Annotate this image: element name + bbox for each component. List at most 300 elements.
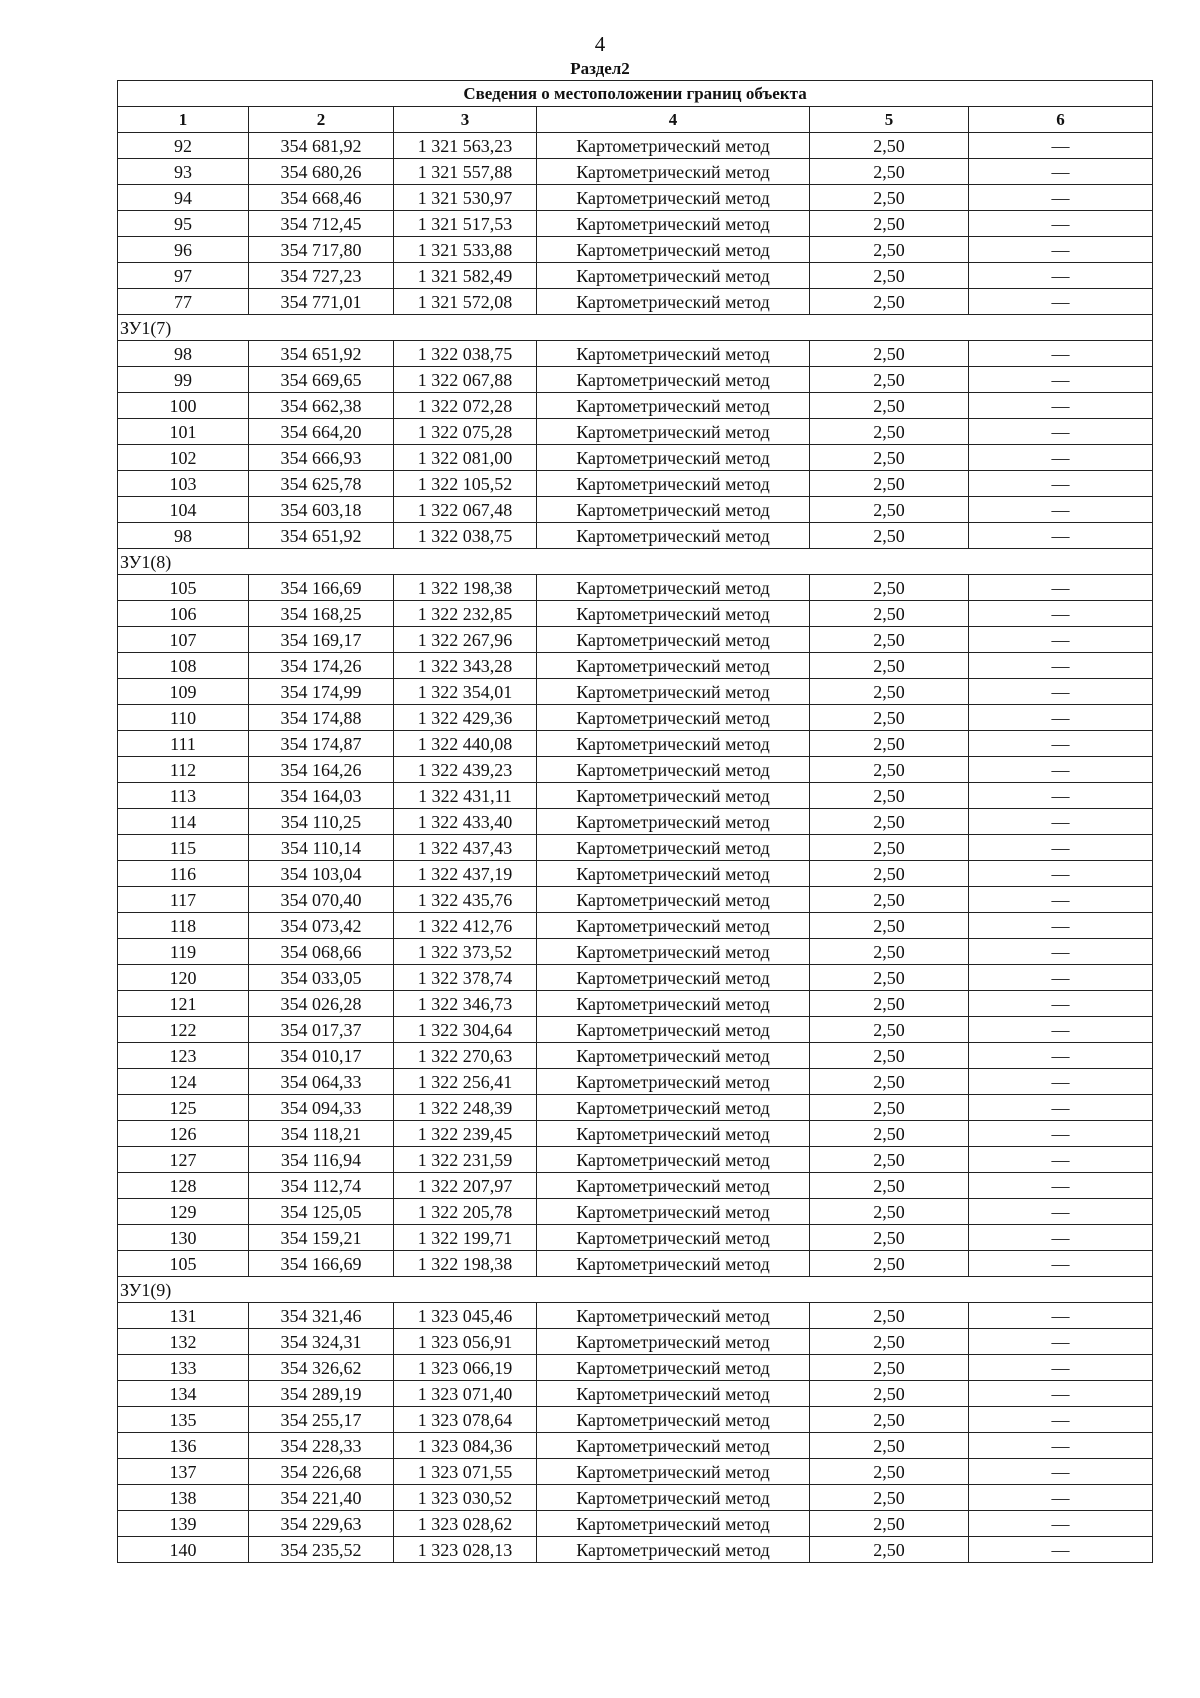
table-row: [118, 965, 1153, 991]
point-number-cell: 105: [118, 1251, 249, 1277]
y-coordinate-cell: 1 323 056,91: [394, 1329, 537, 1355]
x-coordinate-cell: 354 174,88: [249, 705, 394, 731]
method-cell: Картометрический метод: [537, 575, 810, 601]
method-cell: Картометрический метод: [537, 1407, 810, 1433]
y-coordinate-cell: 1 323 078,64: [394, 1407, 537, 1433]
method-cell: Картометрический метод: [537, 1147, 810, 1173]
point-number-cell: 120: [118, 965, 249, 991]
description-cell: —: [969, 1485, 1153, 1511]
method-cell: Картометрический метод: [537, 211, 810, 237]
method-cell: Картометрический метод: [537, 263, 810, 289]
method-cell: Картометрический метод: [537, 237, 810, 263]
x-coordinate-cell: 354 226,68: [249, 1459, 394, 1485]
accuracy-cell: 2,50: [810, 887, 969, 913]
method-cell: Картометрический метод: [537, 991, 810, 1017]
y-coordinate-cell: 1 323 028,13: [394, 1537, 537, 1563]
table-row: [118, 1173, 1153, 1199]
table-row: [118, 757, 1153, 783]
y-coordinate-cell: 1 322 412,76: [394, 913, 537, 939]
description-cell: —: [969, 965, 1153, 991]
accuracy-cell: 2,50: [810, 263, 969, 289]
point-number-cell: 102: [118, 445, 249, 471]
column-header: 4: [537, 107, 810, 133]
point-number-cell: 107: [118, 627, 249, 653]
description-cell: —: [969, 445, 1153, 471]
method-cell: Картометрический метод: [537, 1199, 810, 1225]
accuracy-cell: 2,50: [810, 705, 969, 731]
accuracy-cell: 2,50: [810, 471, 969, 497]
accuracy-cell: 2,50: [810, 965, 969, 991]
table-caption-row: [118, 81, 1153, 107]
x-coordinate-cell: 354 603,18: [249, 497, 394, 523]
table-row: [118, 1485, 1153, 1511]
method-cell: Картометрический метод: [537, 419, 810, 445]
method-cell: Картометрический метод: [537, 1121, 810, 1147]
point-number-cell: 111: [118, 731, 249, 757]
description-cell: —: [969, 237, 1153, 263]
method-cell: Картометрический метод: [537, 289, 810, 315]
method-cell: Картометрический метод: [537, 653, 810, 679]
x-coordinate-cell: 354 255,17: [249, 1407, 394, 1433]
description-cell: —: [969, 575, 1153, 601]
method-cell: Картометрический метод: [537, 1329, 810, 1355]
point-number-cell: 100: [118, 393, 249, 419]
x-coordinate-cell: 354 164,03: [249, 783, 394, 809]
table-row: [118, 1355, 1153, 1381]
y-coordinate-cell: 1 322 256,41: [394, 1069, 537, 1095]
point-number-cell: 133: [118, 1355, 249, 1381]
method-cell: Картометрический метод: [537, 341, 810, 367]
table-row: [118, 887, 1153, 913]
accuracy-cell: 2,50: [810, 159, 969, 185]
accuracy-cell: 2,50: [810, 835, 969, 861]
accuracy-cell: 2,50: [810, 1173, 969, 1199]
accuracy-cell: 2,50: [810, 575, 969, 601]
accuracy-cell: 2,50: [810, 445, 969, 471]
table-row: [118, 1511, 1153, 1537]
accuracy-cell: 2,50: [810, 133, 969, 159]
table-row: [118, 1251, 1153, 1277]
point-number-cell: 132: [118, 1329, 249, 1355]
y-coordinate-cell: 1 323 045,46: [394, 1303, 537, 1329]
description-cell: —: [969, 731, 1153, 757]
x-coordinate-cell: 354 064,33: [249, 1069, 394, 1095]
description-cell: —: [969, 1069, 1153, 1095]
point-number-cell: 98: [118, 341, 249, 367]
point-number-cell: 124: [118, 1069, 249, 1095]
description-cell: —: [969, 861, 1153, 887]
accuracy-cell: 2,50: [810, 523, 969, 549]
y-coordinate-cell: 1 322 439,23: [394, 757, 537, 783]
method-cell: Картометрический метод: [537, 1511, 810, 1537]
x-coordinate-cell: 354 070,40: [249, 887, 394, 913]
point-number-cell: 125: [118, 1095, 249, 1121]
x-coordinate-cell: 354 326,62: [249, 1355, 394, 1381]
description-cell: —: [969, 341, 1153, 367]
accuracy-cell: 2,50: [810, 757, 969, 783]
description-cell: —: [969, 1407, 1153, 1433]
description-cell: —: [969, 939, 1153, 965]
x-coordinate-cell: 354 164,26: [249, 757, 394, 783]
accuracy-cell: 2,50: [810, 627, 969, 653]
point-number-cell: 129: [118, 1199, 249, 1225]
method-cell: Картометрический метод: [537, 1043, 810, 1069]
table-caption: Сведения о местоположении границ объекта: [118, 81, 1153, 107]
method-cell: Картометрический метод: [537, 601, 810, 627]
y-coordinate-cell: 1 322 435,76: [394, 887, 537, 913]
table-row: [118, 1329, 1153, 1355]
column-header: 5: [810, 107, 969, 133]
method-cell: Картометрический метод: [537, 679, 810, 705]
x-coordinate-cell: 354 168,25: [249, 601, 394, 627]
y-coordinate-cell: 1 321 533,88: [394, 237, 537, 263]
accuracy-cell: 2,50: [810, 1147, 969, 1173]
accuracy-cell: 2,50: [810, 1537, 969, 1563]
point-number-cell: 114: [118, 809, 249, 835]
description-cell: —: [969, 185, 1153, 211]
description-cell: —: [969, 1199, 1153, 1225]
page-number: 4: [594, 32, 606, 56]
table-row: [118, 1199, 1153, 1225]
accuracy-cell: 2,50: [810, 1251, 969, 1277]
x-coordinate-cell: 354 112,74: [249, 1173, 394, 1199]
accuracy-cell: 2,50: [810, 1407, 969, 1433]
method-cell: Картометрический метод: [537, 445, 810, 471]
column-header: 1: [118, 107, 249, 133]
y-coordinate-cell: 1 323 084,36: [394, 1433, 537, 1459]
y-coordinate-cell: 1 322 437,43: [394, 835, 537, 861]
point-number-cell: 99: [118, 367, 249, 393]
table-row: [118, 341, 1153, 367]
description-cell: —: [969, 887, 1153, 913]
table-row: [118, 1017, 1153, 1043]
y-coordinate-cell: 1 322 067,88: [394, 367, 537, 393]
description-cell: —: [969, 705, 1153, 731]
table-row: [118, 133, 1153, 159]
table-row: [118, 705, 1153, 731]
x-coordinate-cell: 354 289,19: [249, 1381, 394, 1407]
y-coordinate-cell: 1 323 066,19: [394, 1355, 537, 1381]
table-row: [118, 445, 1153, 471]
y-coordinate-cell: 1 323 071,55: [394, 1459, 537, 1485]
method-cell: Картометрический метод: [537, 185, 810, 211]
point-number-cell: 134: [118, 1381, 249, 1407]
method-cell: Картометрический метод: [537, 809, 810, 835]
point-number-cell: 101: [118, 419, 249, 445]
section-title: Раздел2: [570, 59, 630, 78]
y-coordinate-cell: 1 321 563,23: [394, 133, 537, 159]
accuracy-cell: 2,50: [810, 237, 969, 263]
point-number-cell: 136: [118, 1433, 249, 1459]
x-coordinate-cell: 354 651,92: [249, 341, 394, 367]
column-header: 3: [394, 107, 537, 133]
accuracy-cell: 2,50: [810, 341, 969, 367]
accuracy-cell: 2,50: [810, 653, 969, 679]
description-cell: —: [969, 757, 1153, 783]
point-number-cell: 97: [118, 263, 249, 289]
description-cell: —: [969, 1121, 1153, 1147]
accuracy-cell: 2,50: [810, 731, 969, 757]
y-coordinate-cell: 1 322 038,75: [394, 341, 537, 367]
x-coordinate-cell: 354 166,69: [249, 575, 394, 601]
point-number-cell: 126: [118, 1121, 249, 1147]
table-row: [118, 1095, 1153, 1121]
table-row: [118, 263, 1153, 289]
y-coordinate-cell: 1 321 582,49: [394, 263, 537, 289]
point-number-cell: 109: [118, 679, 249, 705]
y-coordinate-cell: 1 322 373,52: [394, 939, 537, 965]
table-row: [118, 783, 1153, 809]
accuracy-cell: 2,50: [810, 1225, 969, 1251]
x-coordinate-cell: 354 668,46: [249, 185, 394, 211]
y-coordinate-cell: 1 322 354,01: [394, 679, 537, 705]
group-row: [118, 315, 1153, 341]
point-number-cell: 117: [118, 887, 249, 913]
method-cell: Картометрический метод: [537, 1485, 810, 1511]
point-number-cell: 121: [118, 991, 249, 1017]
description-cell: —: [969, 1225, 1153, 1251]
x-coordinate-cell: 354 033,05: [249, 965, 394, 991]
point-number-cell: 92: [118, 133, 249, 159]
method-cell: Картометрический метод: [537, 783, 810, 809]
method-cell: Картометрический метод: [537, 1225, 810, 1251]
accuracy-cell: 2,50: [810, 185, 969, 211]
description-cell: —: [969, 1433, 1153, 1459]
accuracy-cell: 2,50: [810, 913, 969, 939]
x-coordinate-cell: 354 174,26: [249, 653, 394, 679]
point-number-cell: 131: [118, 1303, 249, 1329]
point-number-cell: 140: [118, 1537, 249, 1563]
table-row: [118, 861, 1153, 887]
method-cell: Картометрический метод: [537, 1433, 810, 1459]
method-cell: Картометрический метод: [537, 523, 810, 549]
point-number-cell: 115: [118, 835, 249, 861]
point-number-cell: 138: [118, 1485, 249, 1511]
point-number-cell: 112: [118, 757, 249, 783]
y-coordinate-cell: 1 322 198,38: [394, 575, 537, 601]
x-coordinate-cell: 354 174,99: [249, 679, 394, 705]
description-cell: —: [969, 913, 1153, 939]
method-cell: Картометрический метод: [537, 1251, 810, 1277]
y-coordinate-cell: 1 323 030,52: [394, 1485, 537, 1511]
description-cell: —: [969, 1043, 1153, 1069]
accuracy-cell: 2,50: [810, 289, 969, 315]
accuracy-cell: 2,50: [810, 939, 969, 965]
point-number-cell: 122: [118, 1017, 249, 1043]
description-cell: —: [969, 679, 1153, 705]
method-cell: Картометрический метод: [537, 159, 810, 185]
accuracy-cell: 2,50: [810, 1303, 969, 1329]
table-row: [118, 1225, 1153, 1251]
method-cell: Картометрический метод: [537, 835, 810, 861]
x-coordinate-cell: 354 166,69: [249, 1251, 394, 1277]
table-row: [118, 185, 1153, 211]
boundary-coordinates-table: [117, 80, 1153, 1563]
x-coordinate-cell: 354 664,20: [249, 419, 394, 445]
table-row: [118, 1303, 1153, 1329]
table-row: [118, 1381, 1153, 1407]
y-coordinate-cell: 1 322 038,75: [394, 523, 537, 549]
method-cell: Картометрический метод: [537, 887, 810, 913]
table-row: [118, 809, 1153, 835]
description-cell: —: [969, 1537, 1153, 1563]
table-row: [118, 835, 1153, 861]
y-coordinate-cell: 1 321 557,88: [394, 159, 537, 185]
x-coordinate-cell: 354 118,21: [249, 1121, 394, 1147]
accuracy-cell: 2,50: [810, 367, 969, 393]
table-row: [118, 939, 1153, 965]
x-coordinate-cell: 354 727,23: [249, 263, 394, 289]
x-coordinate-cell: 354 229,63: [249, 1511, 394, 1537]
description-cell: —: [969, 1511, 1153, 1537]
point-number-cell: 113: [118, 783, 249, 809]
description-cell: —: [969, 211, 1153, 237]
y-coordinate-cell: 1 321 517,53: [394, 211, 537, 237]
point-number-cell: 118: [118, 913, 249, 939]
method-cell: Картометрический метод: [537, 965, 810, 991]
point-number-cell: 127: [118, 1147, 249, 1173]
column-header: 6: [969, 107, 1153, 133]
group-label: ЗУ1(7): [118, 315, 1153, 341]
y-coordinate-cell: 1 322 429,36: [394, 705, 537, 731]
y-coordinate-cell: 1 322 270,63: [394, 1043, 537, 1069]
y-coordinate-cell: 1 322 199,71: [394, 1225, 537, 1251]
table-row: [118, 575, 1153, 601]
description-cell: —: [969, 393, 1153, 419]
table-row: [118, 471, 1153, 497]
method-cell: Картометрический метод: [537, 1381, 810, 1407]
method-cell: Картометрический метод: [537, 861, 810, 887]
description-cell: —: [969, 1095, 1153, 1121]
table-row: [118, 627, 1153, 653]
table-row: [118, 419, 1153, 445]
description-cell: —: [969, 471, 1153, 497]
y-coordinate-cell: 1 322 067,48: [394, 497, 537, 523]
y-coordinate-cell: 1 322 343,28: [394, 653, 537, 679]
y-coordinate-cell: 1 322 433,40: [394, 809, 537, 835]
point-number-cell: 96: [118, 237, 249, 263]
table-row: [118, 523, 1153, 549]
point-number-cell: 93: [118, 159, 249, 185]
table-row: [118, 731, 1153, 757]
y-coordinate-cell: 1 321 572,08: [394, 289, 537, 315]
accuracy-cell: 2,50: [810, 1199, 969, 1225]
y-coordinate-cell: 1 322 239,45: [394, 1121, 537, 1147]
method-cell: Картометрический метод: [537, 497, 810, 523]
point-number-cell: 119: [118, 939, 249, 965]
group-label: ЗУ1(8): [118, 549, 1153, 575]
method-cell: Картометрический метод: [537, 1069, 810, 1095]
point-number-cell: 77: [118, 289, 249, 315]
point-number-cell: 139: [118, 1511, 249, 1537]
x-coordinate-cell: 354 681,92: [249, 133, 394, 159]
x-coordinate-cell: 354 068,66: [249, 939, 394, 965]
accuracy-cell: 2,50: [810, 1355, 969, 1381]
description-cell: —: [969, 809, 1153, 835]
description-cell: —: [969, 1459, 1153, 1485]
table-row: [118, 1433, 1153, 1459]
method-cell: Картометрический метод: [537, 939, 810, 965]
description-cell: —: [969, 783, 1153, 809]
y-coordinate-cell: 1 322 431,11: [394, 783, 537, 809]
table-row: [118, 159, 1153, 185]
x-coordinate-cell: 354 110,14: [249, 835, 394, 861]
point-number-cell: 128: [118, 1173, 249, 1199]
x-coordinate-cell: 354 712,45: [249, 211, 394, 237]
y-coordinate-cell: 1 322 248,39: [394, 1095, 537, 1121]
table-row: [118, 991, 1153, 1017]
y-coordinate-cell: 1 322 231,59: [394, 1147, 537, 1173]
description-cell: —: [969, 1147, 1153, 1173]
description-cell: —: [969, 1381, 1153, 1407]
accuracy-cell: 2,50: [810, 497, 969, 523]
accuracy-cell: 2,50: [810, 601, 969, 627]
x-coordinate-cell: 354 717,80: [249, 237, 394, 263]
method-cell: Картометрический метод: [537, 1303, 810, 1329]
point-number-cell: 130: [118, 1225, 249, 1251]
column-header-row: [118, 107, 1153, 133]
accuracy-cell: 2,50: [810, 1095, 969, 1121]
accuracy-cell: 2,50: [810, 211, 969, 237]
table-row: [118, 913, 1153, 939]
method-cell: Картометрический метод: [537, 731, 810, 757]
point-number-cell: 94: [118, 185, 249, 211]
accuracy-cell: 2,50: [810, 861, 969, 887]
description-cell: —: [969, 367, 1153, 393]
x-coordinate-cell: 354 116,94: [249, 1147, 394, 1173]
point-number-cell: 135: [118, 1407, 249, 1433]
description-cell: —: [969, 653, 1153, 679]
x-coordinate-cell: 354 324,31: [249, 1329, 394, 1355]
table-row: [118, 653, 1153, 679]
x-coordinate-cell: 354 662,38: [249, 393, 394, 419]
method-cell: Картометрический метод: [537, 757, 810, 783]
y-coordinate-cell: 1 321 530,97: [394, 185, 537, 211]
method-cell: Картометрический метод: [537, 133, 810, 159]
method-cell: Картометрический метод: [537, 705, 810, 731]
x-coordinate-cell: 354 026,28: [249, 991, 394, 1017]
description-cell: —: [969, 289, 1153, 315]
table-row: [118, 393, 1153, 419]
point-number-cell: 123: [118, 1043, 249, 1069]
accuracy-cell: 2,50: [810, 1043, 969, 1069]
x-coordinate-cell: 354 680,26: [249, 159, 394, 185]
method-cell: Картометрический метод: [537, 367, 810, 393]
description-cell: —: [969, 601, 1153, 627]
method-cell: Картометрический метод: [537, 627, 810, 653]
x-coordinate-cell: 354 159,21: [249, 1225, 394, 1251]
accuracy-cell: 2,50: [810, 1329, 969, 1355]
table-row: [118, 1537, 1153, 1563]
accuracy-cell: 2,50: [810, 419, 969, 445]
accuracy-cell: 2,50: [810, 1459, 969, 1485]
x-coordinate-cell: 354 125,05: [249, 1199, 394, 1225]
table-row: [118, 367, 1153, 393]
table-row: [118, 1147, 1153, 1173]
point-number-cell: 104: [118, 497, 249, 523]
x-coordinate-cell: 354 666,93: [249, 445, 394, 471]
table-row: [118, 1043, 1153, 1069]
column-header: 2: [249, 107, 394, 133]
method-cell: Картометрический метод: [537, 471, 810, 497]
point-number-cell: 108: [118, 653, 249, 679]
point-number-cell: 110: [118, 705, 249, 731]
table-row: [118, 237, 1153, 263]
accuracy-cell: 2,50: [810, 393, 969, 419]
x-coordinate-cell: 354 169,17: [249, 627, 394, 653]
group-row: [118, 549, 1153, 575]
accuracy-cell: 2,50: [810, 1433, 969, 1459]
